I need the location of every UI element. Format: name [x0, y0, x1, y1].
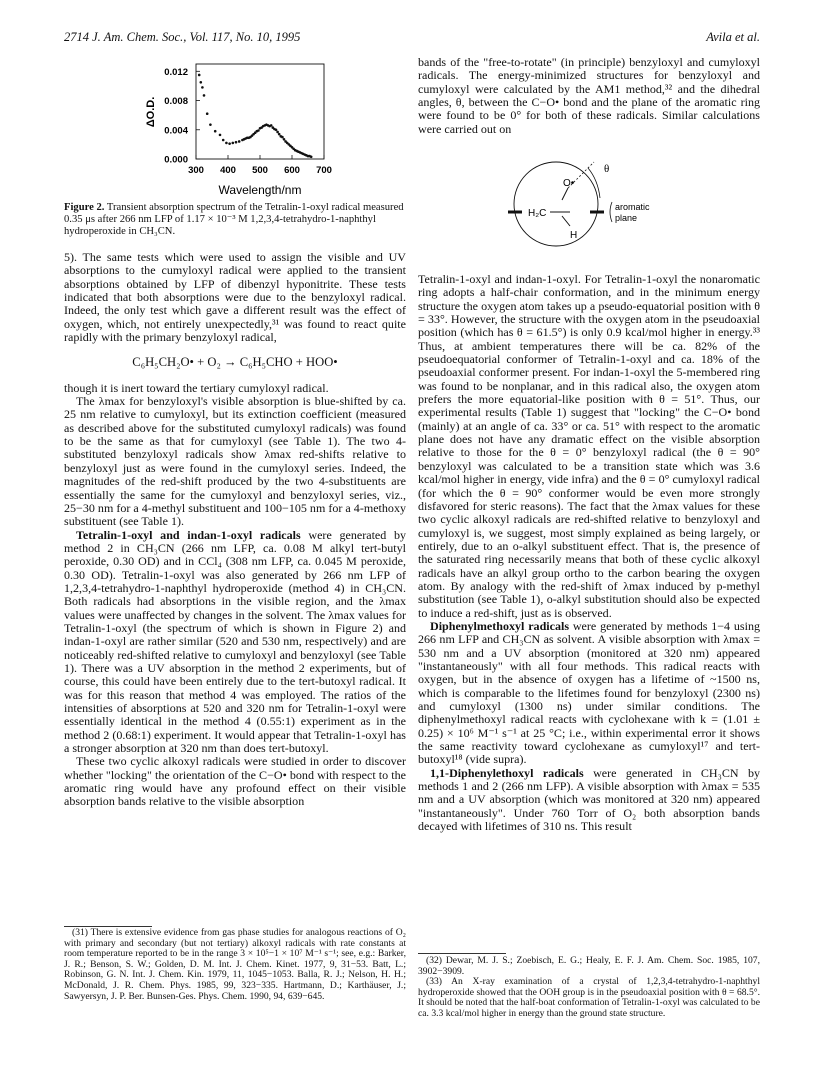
equation-benzyloxyl-oxygen: C₆H₅CH₂O• + O₂ → C₆H₅CHO + HOO• [132, 355, 338, 370]
left-paragraph-4 [64, 529, 406, 756]
data-point [276, 131, 279, 134]
data-point [257, 129, 260, 132]
plane-brace [610, 202, 612, 222]
footnote-32-text: (32) Dewar, M. J. S.; Zoebisch, E. G.; Healy, E. F. J. Am. Chem. Soc. 1985, 107, 3902−3909. [418, 955, 760, 977]
figure-2-chart [64, 54, 406, 200]
x-tick-label: 400 [220, 165, 236, 176]
running-header-left: 2714 J. Am. Chem. Soc., Vol. 117, No. 10, 1995 [64, 30, 301, 44]
section-head-diphenylethoxyl: 1,1-Diphenylethoxyl radicals [430, 765, 584, 780]
data-point [209, 123, 212, 126]
methylene-label: H₂C [528, 208, 547, 219]
section-head-tetralin: Tetralin-1-oxyl and indan-1-oxyl radicals [76, 527, 301, 542]
right-paragraph-1: Tetralin-1-oxyl and indan-1-oxyl. For Tetralin-1-oxyl the nonaromatic ring adopts a half-chair conformation, and in the minimum energy structure the oxygen atom takes up a pseudo-equatorial position with θ = 33°. However, the structure with the oxygen atom in the pseudoaxial position (which has θ = 61.5°) is only 0.9 kcal/mol higher in energy.³³ Thus, at ambient temperatures there will be ca. 82% of the pseudoequatorial conformer of Tetralin-1-oxyl and ca. 18% of the pseudoaxial conformer present. For indan-1-oxyl the 5-membered ring was found to be nonplanar, and in this radical also, the oxygen atom prefers the more equatorial-like position with θ = 51°. Thus, our experimental results (Table 1) suggest that "locking" the C−O• bond (mainly) at an angle of ca. 33° or ca. 51° with respect to the aromatic plane does not have any dramatic effect on the visible absorption relative to those for the θ = 0° benzyloxyl radical (the θ = 90° benzyloxyl was calculated to be a transition state which was 3.6 kcal/mol higher in energy, vide infra) and the θ = 0° cumyloxyl radical (for which the θ = 90° conformer would be even more strongly disfavored for steric reasons). The fact that the λmax values for these two cyclic alkoxyl radicals are red-shifted relative to benzyloxyl and cumyloxyl is, we suggest, most simply explained as being largely, or entirely, due to an o-alkyl substituent effect. That is, the presence of the saturated ring necessarily means that both of these cyclic alkoxyl radicals have an alkyl group ortho to the carbon bearing the oxygen atom. By analogy with the red-shift of λmax induced by p-methyl substitution (see Table 1), o-alkyl substitution should also be expected to induce a red-shift, just as is observed. [418, 272, 760, 620]
left-paragraph-4-text: were generated by method 2 in CH₃CN (266 nm LFP, ca. 0.08 M alkyl tert-butyl peroxide, 0.30 OD) and in CCl₄ (308 nm LFP, ca. 0.045 M peroxide, 0.30 OD). Tetralin-1-oxyl was also generated by 266 nm LFP of 1,2,3,4-tetrahydro-1-naphthyl hydroperoxide (method 4) in CH₃CN. Both radicals had absorptions in the visible region, and the λmax values were unaffected by changes in the solvent. The λmax values for Tetralin-1-oxyl (the spectrum of which is shown in Figure 2) and indan-1-oxyl are rather similar (520 and 530 nm, respectively) and are noticeably red-shifted relative to cumyloxyl and benzyloxyl (see Table 1). There was a UV absorption in the method 2 experiments, but of course, this could have been entirely due to the tert-butoxyl radical. It was for this reason that method 4 was employed. The ratios of the intensities of absorptions at 520 and 320 nm for Tetralin-1-oxyl were essentially identical in the method 4 (0.55:1) experiment as in the method 2 (0.68:1) experiment. It would appear that Tetralin-1-oxyl has a stronger absorption at 320 nm than does tert-butoxyl. [64, 527, 406, 756]
left-paragraph-3: The λmax for benzyloxyl's visible absorption is blue-shifted by ca. 25 nm relative to cumyloxyl, but its extinction coefficient (measured as described above for the substituted cumyloxyl radicals) was found to be the same as that for cumyloxyl (see Table 1). The two 4-substituted benzyloxyl radicals show λmax red-shifts relative to benzyloxyl just as were found in the cumyloxyl series. Indeed, the magnitudes of the red-shift produced by the two 4-substituents are essentially the same for the cumyloxyl and benzyloxyl series, viz., 25−30 nm for a 4-methyl substituent and 100−105 nm for a 4-methoxy substituent (see Table 1). [64, 394, 406, 529]
x-tick-label: 300 [188, 165, 204, 176]
data-point [214, 130, 217, 133]
y-tick-label: 0.000 [164, 154, 188, 166]
oxygen-radical-label: O• [563, 178, 575, 189]
footnote-31-text: (31) There is extensive evidence from gas phase studies for analogous reactions of O₂ with primary and secondary (but not tertiary) alkoxyl radicals with rate constants at room temperature reported to be in the range 3 × 10⁵−1 × 10⁷ M⁻¹ s⁻¹; see, e.g.: Barker, J. R.; Benson, S. W.; Golden, D. M. Int. J. Chem. Kinet. 1977, 9, 31−53. Batt, L.; Robinson, G. N. Int. J. Chem. Kin. 1979, 11, 1045−1053. Balla, R. J.; Nelson, H. H.; McDonald, J. R. Chem. Phys. 1985, 99, 323−335. Hartmann, D.; Karthäuser, J.; Sawyersyn, J. P. Ber. Bunsen-Ges. Phys. Chem. 1990, 94, 639−645. [64, 927, 406, 1002]
data-point [278, 133, 281, 136]
projection-circle [514, 162, 598, 246]
data-point [219, 134, 222, 137]
figure-2-label: Figure 2. [64, 202, 105, 213]
plane-label: plane [615, 213, 638, 223]
hydrogen-label: H [570, 230, 578, 241]
footnotes-right [418, 956, 760, 1020]
left-column [64, 251, 406, 809]
data-point [201, 86, 204, 89]
theta-label: θ [604, 163, 610, 175]
data-point [206, 112, 209, 115]
left-paragraph-5: These two cyclic alkoxyl radicals were studied in order to discover whether "locking" the orientation of the C−O• bond with respect to the aromatic ring would have any profound effect on their visible absorption bands relative to the visible absorption [64, 754, 406, 809]
data-point [225, 142, 228, 145]
y-tick-label: 0.004 [164, 125, 188, 137]
left-paragraph-2: though it is inert toward the tertiary cumyloxyl radical. [64, 380, 329, 395]
data-point [232, 142, 235, 145]
data-point [198, 74, 201, 77]
data-point [270, 124, 273, 127]
footnote-31 [64, 928, 406, 1002]
section-head-diphenylmethoxyl: Diphenylmethoxyl radicals [430, 618, 570, 633]
right-column-main [418, 273, 760, 833]
data-point [203, 94, 206, 97]
data-point [238, 140, 241, 143]
x-tick-label: 700 [316, 165, 332, 176]
data-point [281, 136, 284, 139]
left-paragraph-1: 5). The same tests which were used to assign the visible and UV absorptions to the cumyloxyl radical were applied to the transient absorptions obtained by LFP of dibenzyl hyponitrite. These tests indicated that both absorptions were due to the benzyloxyl radical. Indeed, the only test which gave a different result was the effect of oxygen, which, not entirely unexpectedly,³¹ was found to react quite rapidly with the primary benzyloxyl radical, [64, 250, 406, 345]
data-point [283, 138, 286, 141]
y-tick-label: 0.012 [164, 66, 188, 78]
data-point [228, 142, 231, 145]
plot-frame [196, 64, 324, 159]
x-tick-label: 500 [252, 165, 268, 176]
theta-arc [588, 168, 600, 198]
aromatic-label: aromatic [615, 202, 650, 212]
ch-bond [562, 216, 570, 226]
running-header-right: Avila et al. [706, 30, 760, 44]
right-paragraph-2 [418, 620, 760, 767]
data-point [275, 128, 278, 131]
co-bond [562, 188, 568, 200]
dihedral-angle-diagram [418, 140, 760, 268]
y-tick-label: 0.008 [164, 96, 188, 108]
x-tick-label: 600 [284, 165, 300, 176]
footnote-rule-right [418, 953, 506, 954]
figure-2-caption-text: Transient absorption spectrum of the Tetralin-1-oxyl radical measured 0.35 μs after 266 nm LFP of 1.17 × 10⁻³ M 1,2,3,4-tetrahydro-1-naphthyl hydroperoxide in CH₃CN. [64, 202, 404, 237]
data-point [222, 139, 225, 142]
right-column-top [418, 56, 760, 136]
footnote-33-text: (33) An X-ray examination of a crystal of 1,2,3,4-tetrahydro-1-naphthyl hydroperoxide showed that the OOH group is in the pseudoaxial position with θ = 68.5°. It should be noted that the half-boat conformation of Tetralin-1-oxyl was calculated to be ca. 3.3 kcal/mol higher in energy than the ground state structure. [418, 976, 760, 1019]
right-paragraph-3 [418, 767, 760, 834]
x-axis-label: Wavelength/nm [218, 183, 302, 197]
right-paragraph-2-text: were generated by methods 1−4 using 266 nm LFP and CH₃CN as solvent. A visible absorption with λmax = 530 nm and a UV absorption (monitored at 320 nm) appeared "instantaneously" with all four methods. This radical reacts with oxygen, but in the absence of oxygen has a lifetime of ~1500 ns, which is comparable to the lifetimes found for benzyloxyl (2300 ns) and cumyloxyl (1300 ns) under similar conditions. The diphenylmethoxyl radical reacts with cyclohexane with k = (1.01 ± 0.25) × 10⁶ M⁻¹ s⁻¹ at 25 °C; i.e., within experimental error it shows the same reactivity toward cyclohexane as cumyloxyl¹⁷ and tert-butoxyl¹⁸ (vide supra). [418, 618, 761, 767]
right-paragraph-top: bands of the "free-to-rotate" (in principle) benzyloxyl and cumyloxyl radicals. The energy-minimized structures for benzyloxyl and cumyloxyl were calculated by the AM1 method,³² and the dihedral angles, θ, between the C−O• bond and the plane of the aromatic ring were found to be 0° for both of these radicals. Similar calculations were carried out on [418, 55, 760, 136]
y-axis-label: ΔO.D. [145, 96, 157, 128]
data-point [310, 156, 313, 159]
data-point [200, 81, 203, 84]
figure-2-caption [64, 202, 406, 238]
data-point [235, 141, 238, 144]
right-paragraph-3-text: were generated in CH₃CN by methods 1 and 2 (266 nm LFP). A visible absorption with λmax = 535 nm and a UV absorption (which was monitored at 320 nm) appeared "instantaneously". Under 760 Torr of O₂ both absorption bands decayed with lifetimes of 310 ns. This result [418, 765, 761, 834]
